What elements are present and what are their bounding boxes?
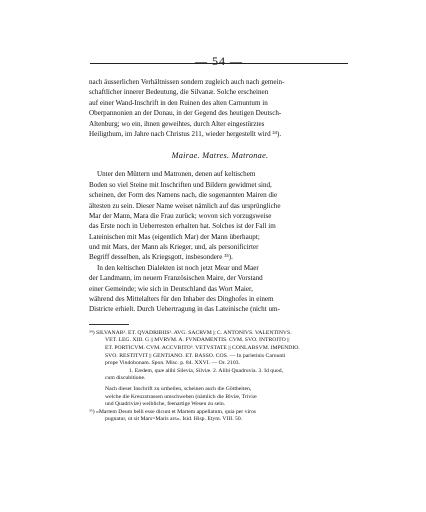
text-line: Begriff desselben, als Kriegsgott, insbesondere ³⁵).: [89, 253, 233, 262]
footnote-line: cum discubitione.: [105, 375, 146, 382]
footnote-line: Nach dieser Inschrift zu urtheilen, scheinen auch die Göttheiten,: [105, 385, 252, 392]
footnote-35: [89, 409, 351, 424]
paragraph-3: [89, 263, 351, 315]
text-line: Altenburg; wo ein, ihnen geweihtes, durch Alter eingestürztes: [89, 119, 265, 128]
paragraph-2: [89, 169, 351, 263]
text-line: nach äusserlichen Verhältnissen sondern zugleich auch nach gemein-: [89, 78, 285, 86]
footnote-line: welche die Kreuzstrassen umschweben (nämlich die Biviæ, Triviæ: [105, 393, 257, 400]
text-line: und mit Mars, der Mann als Krieger, und, als personificirter: [89, 243, 259, 252]
page-number: — 54 —: [195, 54, 243, 68]
footnote-line: und Quadriviæ) weibliche, feenartige Wesen zu sein.: [105, 401, 226, 408]
text-line: Districte erhielt. Durch Uebertragung in das Lateinische (nicht um-: [89, 305, 280, 314]
text-line: einer Gemeinde; wie sich in Deutschland das Wort Maier,: [89, 284, 253, 293]
footnote-line: ET. PORTICVM. CVM. ACCVBITO³. VETVSTATE || CONLABSVM. IMPENDIO.: [105, 345, 300, 351]
footnote-line: ³⁴) SILVANAB³. ET. QVADRIBIIS³. AVG. SACRVM || C. ANTONIVS. VALENTINVS.: [89, 329, 292, 336]
footnote-line: 1. Eædem, quæ alibi Silevia, Silviæ. 2. Alibi Quadruvia. 3. Id quod,: [129, 367, 284, 374]
footnote-line: pugnatur, ut sit Mars=Maris ars«. Isid. Hisp. Etym. VIII. 50.: [105, 416, 243, 423]
text-line: Heiligthum, im Jahre nach Christus 211, wieder hergestellt wird ³⁴).: [89, 129, 282, 138]
text-line: Oberpannonien an der Donau, in der Gegend des heutigen Deutsch-: [89, 109, 282, 118]
text-line: das Erste noch in Ueberresten erhalten hat. Solches ist der Fall im: [89, 222, 276, 231]
paragraph-1: [89, 77, 351, 139]
section-title: Mairae. Matres. Matronae.: [171, 151, 269, 161]
text-line: Unter den Müttern und Matronen, denen auf keltischem: [97, 170, 256, 179]
text-line: der Landmann, im neuern Französischen Maire, der Vorstand: [89, 274, 263, 283]
text-line: Boden so viel Steine mit Inschriften und Bildern gewidmet sind,: [89, 180, 272, 189]
footnote-line: prope Vindobonam. Spon. Misc. p. 84. XXVI. — Or. 2103.: [105, 360, 240, 367]
text-line: während des Mittelalters für den Inhaber des Dinghofes in einem: [89, 295, 274, 304]
footnote-line: ³⁵) »Martem Deum belli esse dicunt et Martem appellatum, quia per viros: [89, 408, 256, 415]
footnote-34: [89, 330, 351, 409]
footnote-divider: [89, 324, 129, 325]
text-line: In den keltischen Dialekten ist noch jetzt Mear und Maer: [97, 263, 259, 272]
text-line: scheinen, der Form des Namens nach, die sogenannten Mairen die: [89, 191, 278, 200]
text-line: Mar der Mann, Mara die Frau zurück; wovon sich vorzugsweise: [89, 211, 272, 220]
text-line: schaftlicher innerer Bedeutung, die Silvanæ. Solche erscheinen: [89, 88, 269, 97]
footnote-line: SVO. RESTITVIT || GENTIANO. ET. BASSO. COS. — In parietinis Carnunti: [105, 352, 286, 359]
text-line: auf einer Wand-Inschrift in den Ruinen des alten Carnuntum in: [89, 98, 268, 107]
page-body: [89, 77, 351, 424]
footnote-line: VET. LEG. XIII. G || MVRVM. A. FVNDAMENTIS. CVM. SVO. INTROITO ||: [105, 337, 290, 344]
header-divider: [90, 63, 348, 64]
text-line: Lateinischen mit Mas (eigentlich Mar) der Mann überhaupt;: [89, 232, 260, 241]
text-line: ältesten zu sein. Dieser Name weiset nämlich auf das ursprüngliche: [89, 201, 281, 210]
